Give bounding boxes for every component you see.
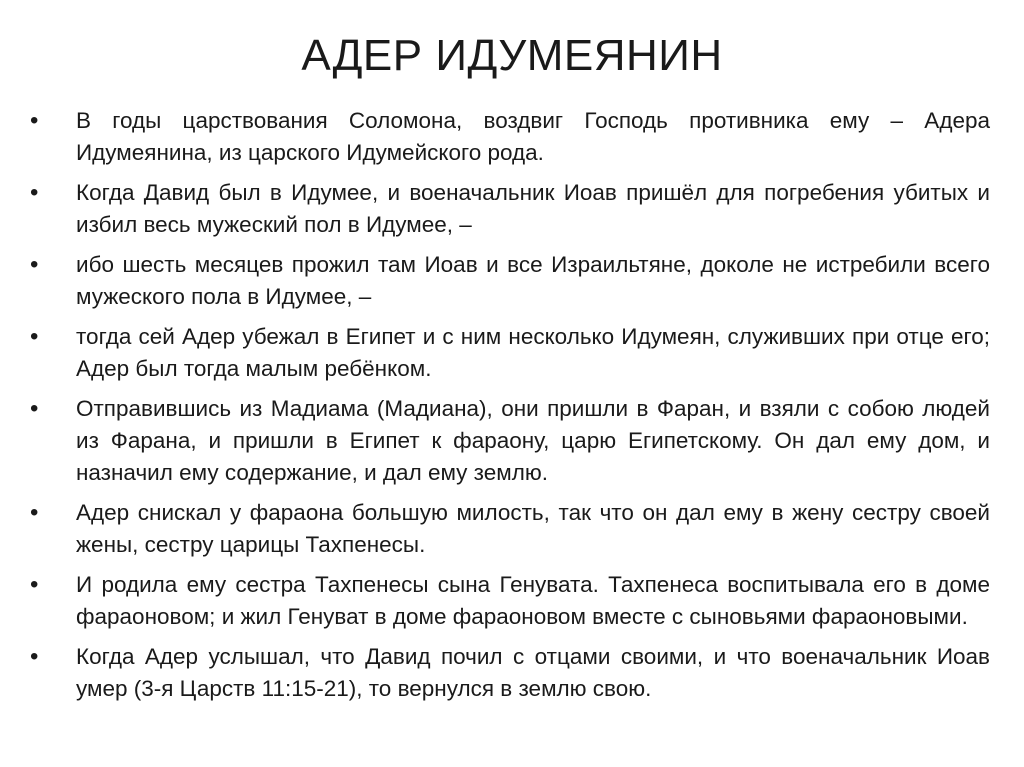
bullet-text: Адер снискал у фараона большую милость, так что он дал ему в жену сестру своей жены, сестру царицы Тахпенесы. xyxy=(76,500,990,557)
bullet-icon: • xyxy=(30,251,39,278)
bullet-item xyxy=(30,641,990,705)
slide-title: АДЕР ИДУМЕЯНИН xyxy=(301,31,723,80)
bullet-item xyxy=(30,177,990,241)
bullet-text: ибо шесть месяцев прожил там Иоав и все Израильтяне, доколе не истребили всего мужеского пола в Идумее, – xyxy=(76,252,990,309)
bullet-item xyxy=(30,393,990,489)
bullet-icon: • xyxy=(30,179,39,206)
bullet-icon: • xyxy=(30,107,39,134)
bullet-text: Когда Давид был в Идумее, и военачальник Иоав пришёл для погребения убитых и избил весь мужеский пол в Идумее, – xyxy=(76,180,990,237)
bullet-item xyxy=(30,321,990,385)
bullet-text: Отправившись из Мадиама (Мадиана), они пришли в Фаран, и взяли с собою людей из Фарана, и пришли в Египет к фараону, царю Египетскому. Он дал ему дом, и назначил ему содержание, и дал ему землю. xyxy=(76,396,990,485)
bullet-icon: • xyxy=(30,643,39,670)
bullet-text: В годы царствования Соломона, воздвиг Господь противника ему – Адера Идумеянина, из царского Идумейского рода. xyxy=(76,108,990,165)
bullet-item xyxy=(30,249,990,313)
bullet-icon: • xyxy=(30,395,39,422)
bullet-list xyxy=(30,105,990,713)
bullet-icon: • xyxy=(30,499,39,526)
bullet-item xyxy=(30,569,990,633)
bullet-text: И родила ему сестра Тахпенесы сына Генувата. Тахпенеса воспитывала его в доме фараоновом; и жил Генуват в доме фараоновом вместе с сыновьями фараоновыми. xyxy=(76,572,990,629)
bullet-item xyxy=(30,105,990,169)
bullet-icon: • xyxy=(30,323,39,350)
bullet-icon: • xyxy=(30,571,39,598)
bullet-item xyxy=(30,497,990,561)
bullet-text: тогда сей Адер убежал в Египет и с ним несколько Идумеян, служивших при отце его; Адер был тогда малым ребёнком. xyxy=(76,324,990,381)
bullet-text: Когда Адер услышал, что Давид почил с отцами своими, и что военачальник Иоав умер (3-я Царств 11:15-21), то вернулся в землю свою. xyxy=(76,644,990,701)
